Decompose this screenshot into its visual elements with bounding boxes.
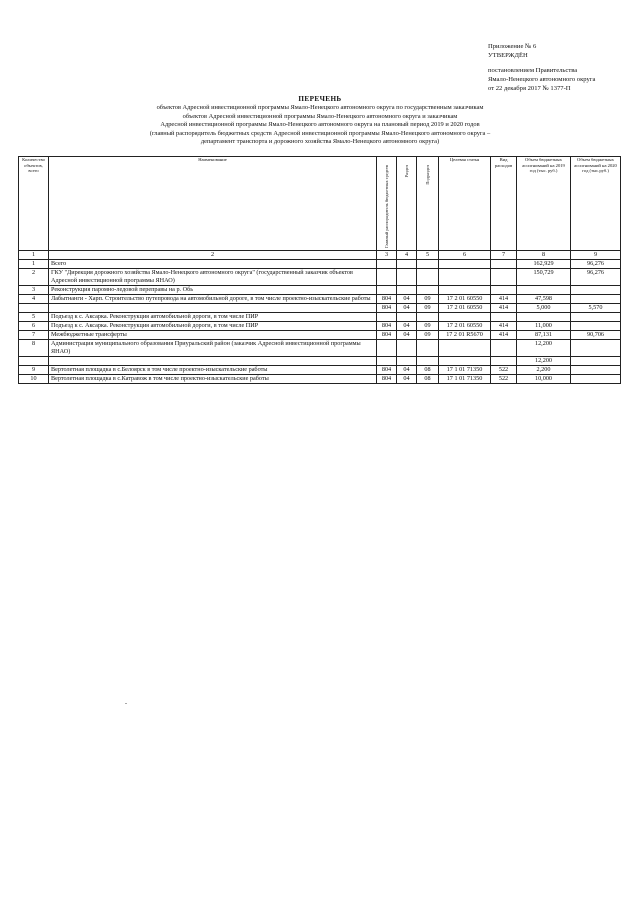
row-target <box>439 356 491 365</box>
table-row <box>19 374 621 383</box>
row-number: 9 <box>19 365 49 374</box>
row-number: 3 <box>19 285 49 294</box>
row-vol-2020 <box>571 365 621 374</box>
table-body <box>19 259 621 383</box>
row-razdel <box>397 285 417 294</box>
row-podrazdel <box>417 268 439 285</box>
row-podrazdel <box>417 312 439 321</box>
row-vol-2020: 96,276 <box>571 268 621 285</box>
col-number: 9 <box>571 250 621 259</box>
col-number: 5 <box>417 250 439 259</box>
row-vol-2019: 12,200 <box>517 339 571 356</box>
row-target: 17 1 01 71350 <box>439 365 491 374</box>
header-vol-2019: Объем бюджетных ассигнований на 2019 год (тыс. руб.) <box>517 157 571 251</box>
resolution-date: от 22 декабря 2017 № 1377-П <box>488 85 571 92</box>
row-target <box>439 312 491 321</box>
row-razdel: 04 <box>397 303 417 312</box>
row-podrazdel <box>417 285 439 294</box>
header-vol-2020: Объем бюджетных ассигнований на 2020 год (тыс.руб.) <box>571 157 621 251</box>
row-exp: 414 <box>491 330 517 339</box>
heading-line-2: объектов Адресной инвестиционной программы Ямало-Ненецкого автономного округа и заказчикам <box>182 112 458 120</box>
row-number: 1 <box>19 259 49 268</box>
row-podrazdel <box>417 339 439 356</box>
heading-line-5: департамент транспорта и дорожного хозяйства Ямало-Ненецкого автономного округа) <box>200 138 440 146</box>
heading-line-1: объектов Адресной инвестиционной программы Ямало-Ненецкого автономного округа по государственным заказчикам <box>156 104 484 112</box>
row-target <box>439 285 491 294</box>
col-number: 4 <box>397 250 417 259</box>
row-razdel <box>397 268 417 285</box>
row-vol-2020: 90,706 <box>571 330 621 339</box>
row-razdel <box>397 312 417 321</box>
row-vol-2019: 87,131 <box>517 330 571 339</box>
row-number: 4 <box>19 294 49 303</box>
document-title: ПЕРЕЧЕНЬ <box>298 95 342 103</box>
header-grbs-text: Главный распорядитель бюджетных средств <box>384 165 389 248</box>
region-line: Ямало-Ненецкого автономного округа <box>488 76 596 83</box>
row-exp: 414 <box>491 303 517 312</box>
row-name <box>49 356 377 365</box>
row-podrazdel: 09 <box>417 303 439 312</box>
row-grbs <box>377 356 397 365</box>
row-number: 7 <box>19 330 49 339</box>
approval-stamp <box>488 42 636 93</box>
row-podrazdel: 09 <box>417 321 439 330</box>
row-exp <box>491 339 517 356</box>
row-name: Администрация муниципального образования Приуральский район (заказчик Адресной инвестиционной программы ЯНАО) <box>49 339 377 356</box>
row-name: Вертолетная площадка в с.Катравож в том числе проектно-изыскательские работы <box>49 374 377 383</box>
row-razdel <box>397 259 417 268</box>
table-row <box>19 303 621 312</box>
row-name: Подъезд к с. Аксарка. Реконструкция автомобильной дороги, в том числе ПИР <box>49 321 377 330</box>
document-heading <box>100 95 540 146</box>
row-vol-2019: 162,929 <box>517 259 571 268</box>
row-name: Реконструкция паромно-ледовой переправы на р. Обь <box>49 285 377 294</box>
row-vol-2020 <box>571 321 621 330</box>
row-name: Подъезд к с. Аксарка. Реконструкция автомобильной дороги, в том числе ПИР <box>49 312 377 321</box>
col-number: 6 <box>439 250 491 259</box>
header-name: Наименование <box>49 157 377 251</box>
row-vol-2019: 47,598 <box>517 294 571 303</box>
header-podrazdel <box>417 157 439 251</box>
row-exp <box>491 268 517 285</box>
row-grbs <box>377 268 397 285</box>
row-number: 2 <box>19 268 49 285</box>
row-number: 5 <box>19 312 49 321</box>
header-exp: Вид расходов <box>491 157 517 251</box>
row-grbs: 804 <box>377 321 397 330</box>
header-num: Количество объектов, всего <box>19 157 49 251</box>
row-grbs <box>377 312 397 321</box>
header-razdel <box>397 157 417 251</box>
col-number: 1 <box>19 250 49 259</box>
table-row <box>19 285 621 294</box>
heading-line-4: (главный распорядитель бюджетных средств Адресной инвестиционной программы Ямало-Ненецкого автономного округа – <box>149 129 491 137</box>
row-vol-2020 <box>571 339 621 356</box>
row-podrazdel: 09 <box>417 294 439 303</box>
row-grbs <box>377 285 397 294</box>
row-number: 10 <box>19 374 49 383</box>
row-podrazdel: 09 <box>417 330 439 339</box>
row-razdel: 04 <box>397 374 417 383</box>
row-exp: 522 <box>491 374 517 383</box>
row-exp: 414 <box>491 294 517 303</box>
row-name <box>49 303 377 312</box>
col-number: 3 <box>377 250 397 259</box>
table-row <box>19 365 621 374</box>
row-target <box>439 339 491 356</box>
row-target: 17 2 01 60550 <box>439 321 491 330</box>
col-number: 2 <box>49 250 377 259</box>
row-target <box>439 268 491 285</box>
row-exp <box>491 356 517 365</box>
table-row <box>19 294 621 303</box>
stray-mark: . <box>125 697 127 706</box>
row-razdel <box>397 356 417 365</box>
col-number: 7 <box>491 250 517 259</box>
approved-label: УТВЕРЖДЁН <box>488 52 528 59</box>
row-vol-2019: 11,000 <box>517 321 571 330</box>
row-exp <box>491 259 517 268</box>
row-exp <box>491 285 517 294</box>
row-podrazdel: 08 <box>417 365 439 374</box>
row-name: Межбюджетные трансферты <box>49 330 377 339</box>
table-row <box>19 339 621 356</box>
row-vol-2020 <box>571 374 621 383</box>
row-target: 17 2 01 R5670 <box>439 330 491 339</box>
row-grbs <box>377 339 397 356</box>
row-exp <box>491 312 517 321</box>
row-name: ГКУ "Дирекция дорожного хозяйства Ямало-Ненецкого автономного округа" (государственный заказчик объектов Адресной инвестиционной программы ЯНАО) <box>49 268 377 285</box>
column-number-row <box>19 250 621 259</box>
row-vol-2019: 150,729 <box>517 268 571 285</box>
row-razdel: 04 <box>397 321 417 330</box>
row-exp: 414 <box>491 321 517 330</box>
table-row <box>19 321 621 330</box>
row-vol-2019: 12,200 <box>517 356 571 365</box>
row-target <box>439 259 491 268</box>
row-exp: 522 <box>491 365 517 374</box>
row-podrazdel <box>417 259 439 268</box>
row-name: Лабытнанги - Харп. Строительство путепровода на автомобильной дороге, в том числе проектно-изыскательские работы <box>49 294 377 303</box>
header-podrazdel-text: Подраздел <box>425 165 430 185</box>
table-row <box>19 259 621 268</box>
table-row <box>19 356 621 365</box>
row-target: 17 1 01 71350 <box>439 374 491 383</box>
row-number <box>19 356 49 365</box>
row-vol-2019: 10,000 <box>517 374 571 383</box>
row-podrazdel: 08 <box>417 374 439 383</box>
row-razdel <box>397 339 417 356</box>
row-vol-2019 <box>517 312 571 321</box>
row-vol-2020 <box>571 285 621 294</box>
row-grbs: 804 <box>377 374 397 383</box>
header-grbs <box>377 157 397 251</box>
row-vol-2019 <box>517 285 571 294</box>
row-razdel: 04 <box>397 294 417 303</box>
appendix-number: Приложение № 6 <box>488 43 537 50</box>
header-target: Целевая статья <box>439 157 491 251</box>
row-grbs <box>377 259 397 268</box>
row-grbs: 804 <box>377 303 397 312</box>
heading-line-3: Адресной инвестиционной программы Ямало-Ненецкого автономного округа на плановый период 2019 и 2020 годов <box>160 121 480 129</box>
row-number <box>19 303 49 312</box>
table-header-row <box>19 157 621 251</box>
row-razdel: 04 <box>397 330 417 339</box>
row-vol-2020: 96,276 <box>571 259 621 268</box>
table-row <box>19 312 621 321</box>
table-row <box>19 268 621 285</box>
objects-table <box>18 156 621 384</box>
row-target: 17 2 01 60550 <box>439 303 491 312</box>
col-number: 8 <box>517 250 571 259</box>
row-target: 17 2 01 60550 <box>439 294 491 303</box>
row-grbs: 804 <box>377 294 397 303</box>
row-vol-2020 <box>571 356 621 365</box>
row-grbs: 804 <box>377 330 397 339</box>
row-podrazdel <box>417 356 439 365</box>
row-vol-2019: 5,000 <box>517 303 571 312</box>
row-vol-2019: 2,200 <box>517 365 571 374</box>
row-number: 6 <box>19 321 49 330</box>
header-razdel-text: Раздел <box>404 165 409 178</box>
row-vol-2020 <box>571 294 621 303</box>
row-vol-2020: 5,570 <box>571 303 621 312</box>
row-name: Всего <box>49 259 377 268</box>
row-vol-2020 <box>571 312 621 321</box>
table-row <box>19 330 621 339</box>
row-grbs: 804 <box>377 365 397 374</box>
row-razdel: 04 <box>397 365 417 374</box>
resolution-line: постановлением Правительства <box>488 67 578 74</box>
row-name: Вертолетная площадка в с.Белоярск в том числе проектно-изыскательские работы <box>49 365 377 374</box>
row-number: 8 <box>19 339 49 356</box>
